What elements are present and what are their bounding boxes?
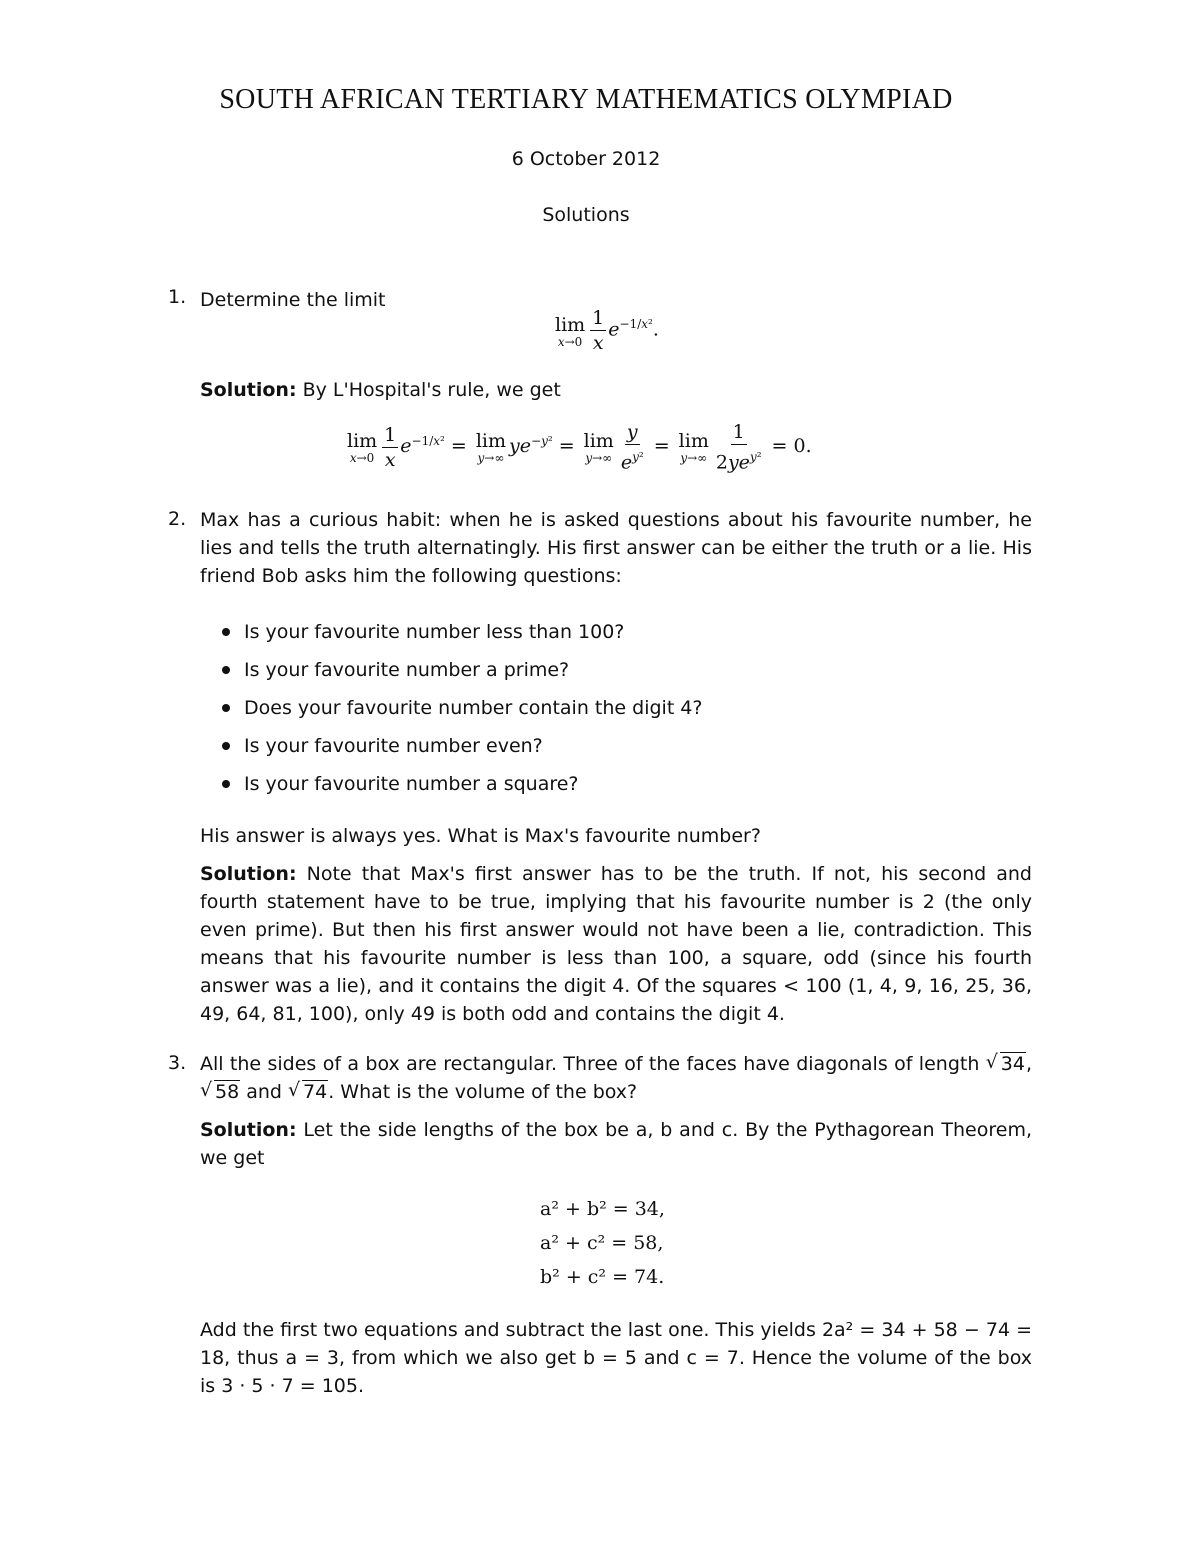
- equation: a² + c² = 58,: [540, 1232, 664, 1254]
- solution-text: Note that Max's first answer has to be the truth. If not, his second and fourth statement have to be true, implying that his favourite number is 2 (the only even prime). But then his first answer would not have been a lie, contradiction. This means that his favourite number is less than 100, a square, odd (since his fourth answer was a lie), and it contains the digit 4. Of the squares < 100 (1, 4, 9, 16, 25, 36, 49, 64, 81, 100), only 49 is both odd and contains the digit 4.: [200, 863, 1032, 1025]
- bullet-icon: [222, 628, 230, 636]
- problem-2-prompt: Max has a curious habit: when he is asked questions about his favourite number, he lies and tells the truth alternatingly. His first answer can be either the truth or a lie. His friend Bob asks him the following questions:: [200, 509, 1032, 587]
- sqrt-74: √ 74: [288, 1079, 328, 1103]
- problem-1-prompt: Determine the limit: [200, 289, 386, 311]
- subtitle: Solutions: [542, 204, 630, 226]
- bullet-icon: [222, 666, 230, 674]
- bullet-icon: [222, 780, 230, 788]
- problem-2-solution: [200, 860, 1032, 1028]
- problem-2-followup: His answer is always yes. What is Max's favourite number?: [200, 825, 761, 847]
- list-item: Does your favourite number contain the digit 4?: [222, 694, 702, 732]
- question-list: [222, 618, 702, 808]
- bullet-icon: [222, 742, 230, 750]
- solution-text: Let the side lengths of the box be a, b and c. By the Pythagorean Theorem, we get: [200, 1119, 1032, 1169]
- problem-3-solution: [200, 1116, 1032, 1172]
- equation: a² + b² = 34,: [540, 1198, 665, 1220]
- solution-label: Solution:: [200, 379, 297, 401]
- list-item: Is your favourite number even?: [222, 732, 702, 770]
- list-item: Is your favourite number a prime?: [222, 656, 702, 694]
- problem-3-conclusion: Add the first two equations and subtract the last one. This yields 2a² = 34 + 58 − 74 = 18, thus a = 3, from which we also get b = 5 and c = 7. Hence the volume of the box is 3 · 5 · 7 = 105.: [200, 1319, 1032, 1397]
- equation: b² + c² = 74.: [540, 1266, 665, 1288]
- page-title: SOUTH AFRICAN TERTIARY MATHEMATICS OLYMPIAD: [219, 84, 953, 115]
- list-item: Is your favourite number less than 100?: [222, 618, 702, 656]
- solution-label: Solution:: [200, 1119, 297, 1141]
- problem-2-number: 2.: [168, 508, 187, 530]
- sqrt-58: √ 58: [200, 1079, 240, 1103]
- problem-1-solution: [200, 376, 1032, 404]
- problem-3-prompt: All the sides of a box are rectangular. Three of the faces have diagonals of length √ 34, √ 58 and √ 74. What is the volume of the box?: [200, 1050, 1032, 1106]
- solution-text: By L'Hospital's rule, we get: [302, 379, 561, 401]
- list-item: Is your favourite number a square?: [222, 770, 702, 808]
- problem-3-number: 3.: [168, 1052, 187, 1074]
- equation-system: [540, 1192, 665, 1294]
- limit-solution-equation: lim x→0 $\frac{1}{x}$ $e^{-1/x^2}$ = lim y→∞ $ye^{-y^2}$ = lim y→∞ $\frac{y}{e^{y^2}}$ = lim y→∞ $\frac{1}{2ye^{y^2}}$ = 0.: [347, 421, 812, 474]
- solution-label: Solution:: [200, 863, 297, 885]
- limit-expression: lim x→0 $\frac{1}{x}$ $e^{-1/x^2}$.: [555, 307, 659, 354]
- problem-1-number: 1.: [168, 286, 187, 308]
- date: 6 October 2012: [511, 148, 661, 170]
- sqrt-34: √ 34: [985, 1051, 1025, 1075]
- bullet-icon: [222, 704, 230, 712]
